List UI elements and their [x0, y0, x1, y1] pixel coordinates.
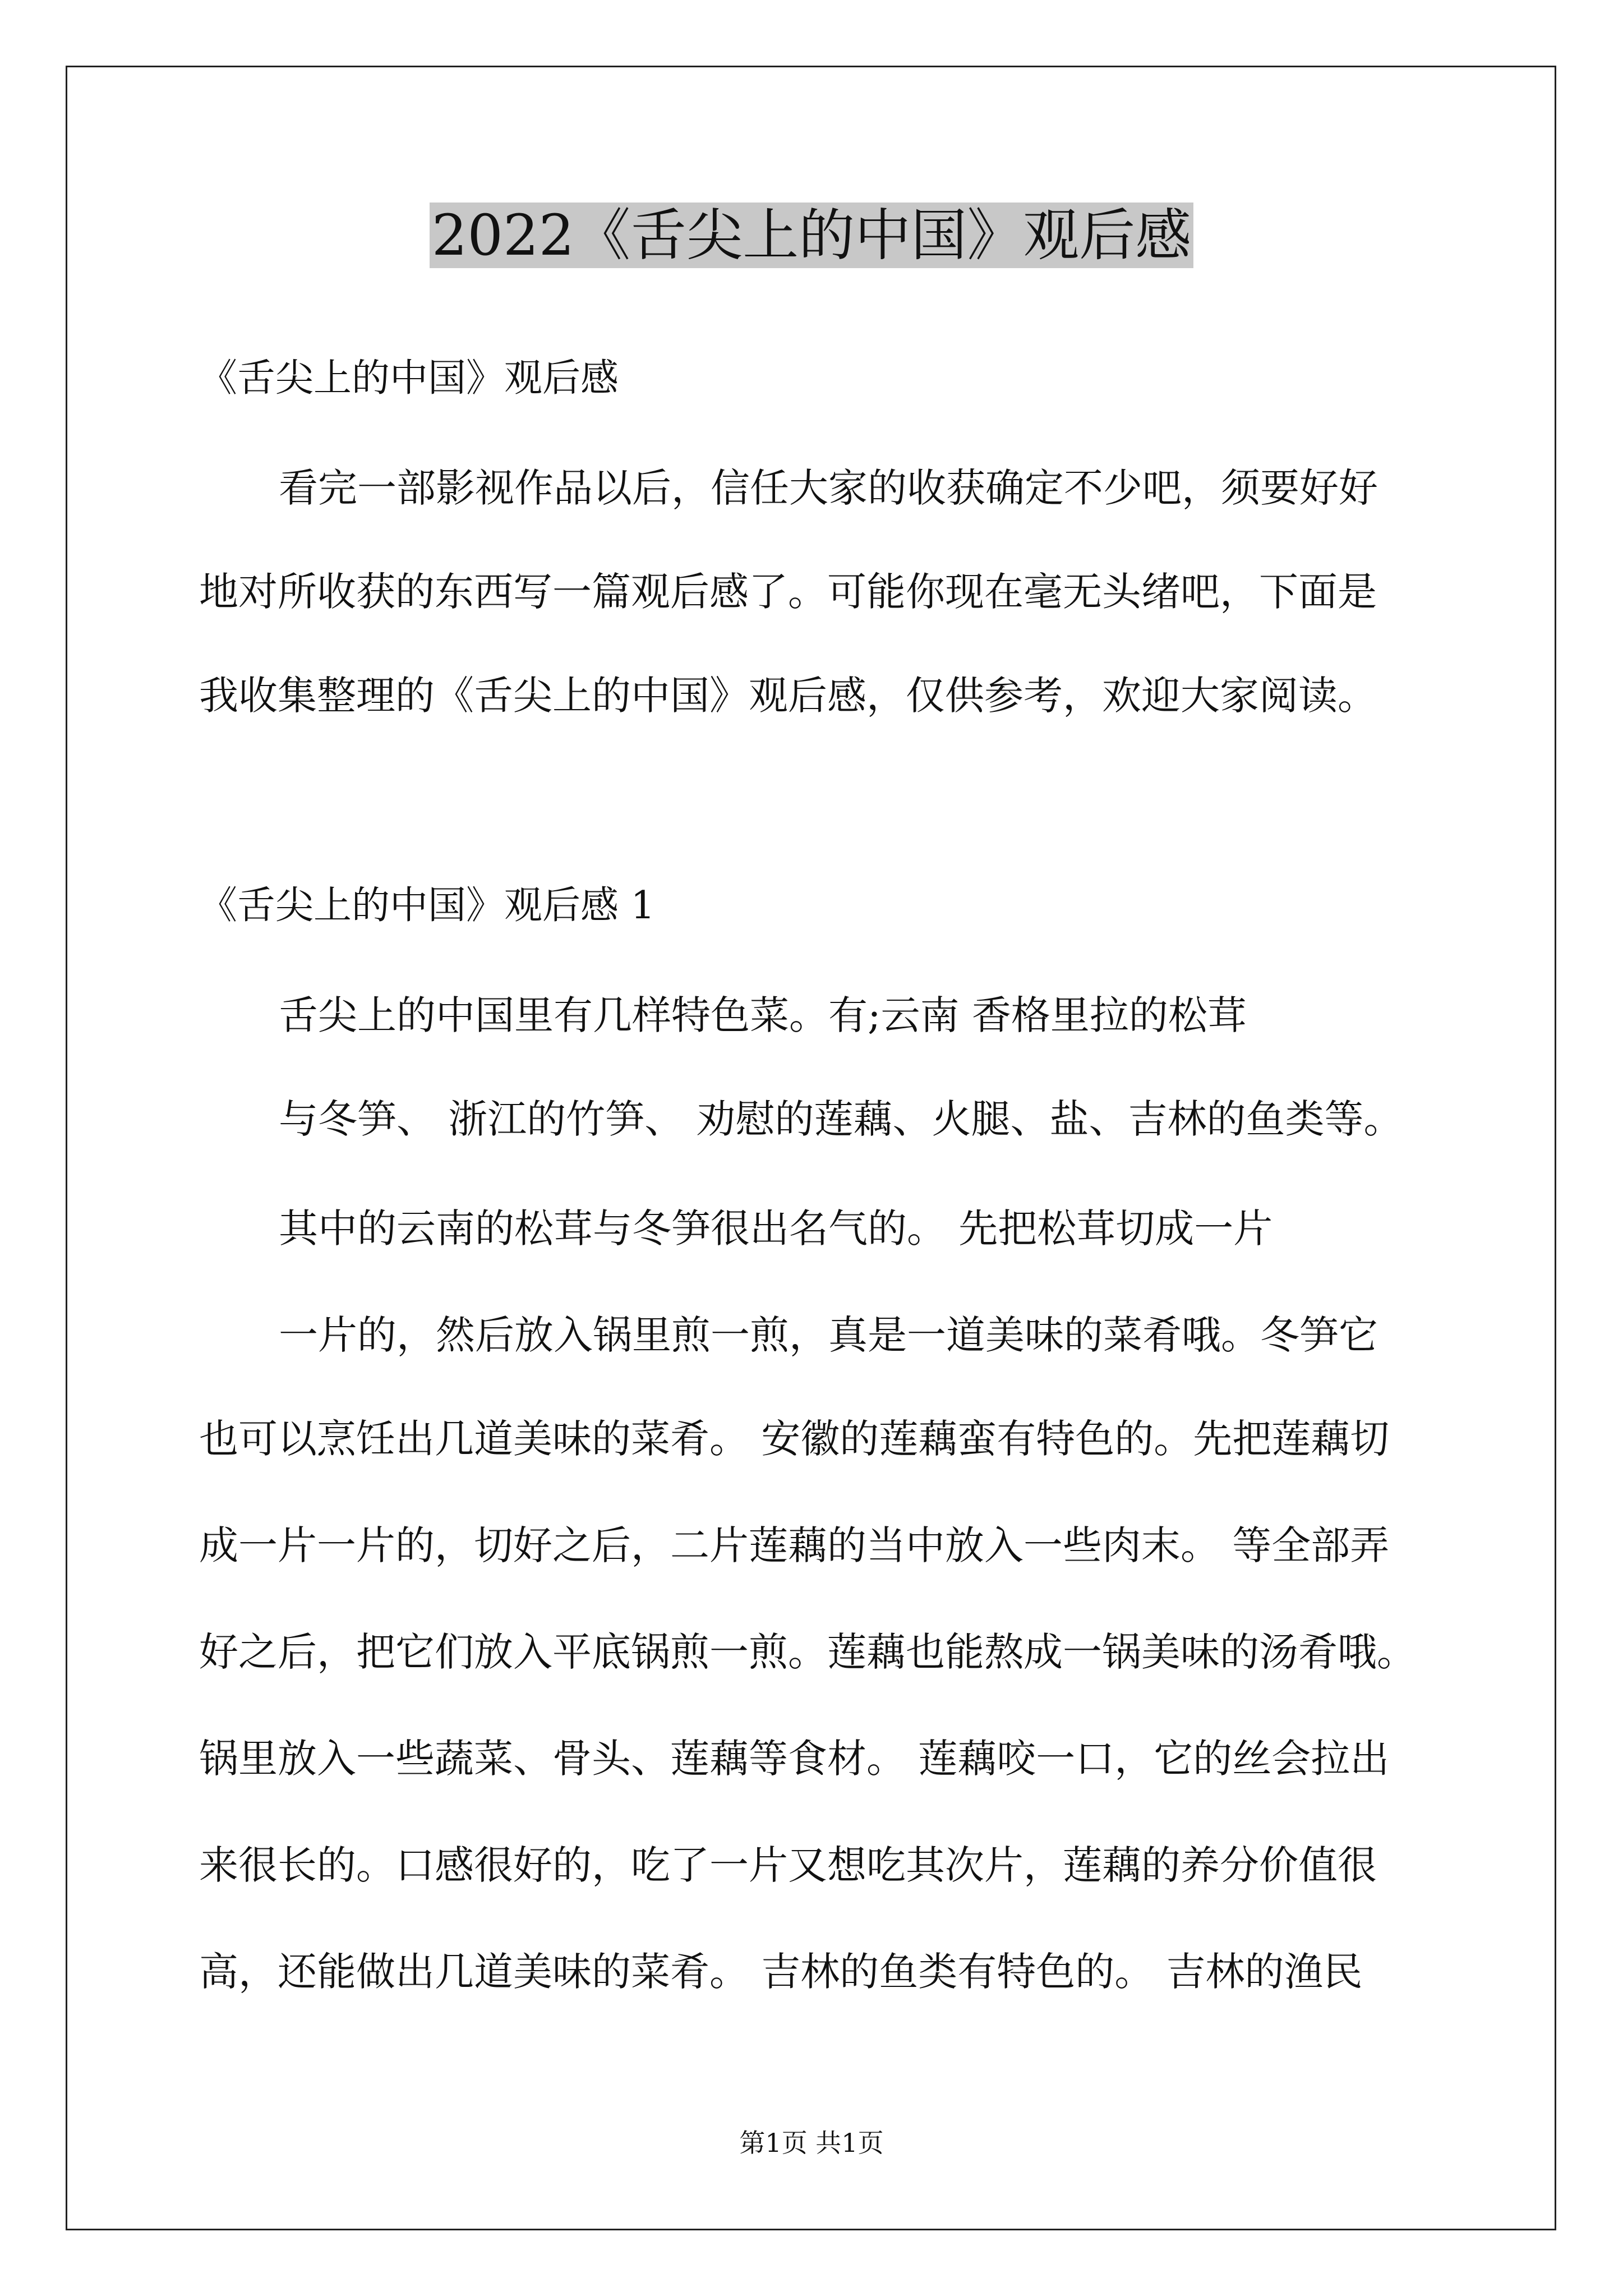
document-title — [0, 196, 1623, 275]
paragraph-line: 与冬笋、 浙江的竹笋、 劝慰的莲藕、火腿、盐、吉林的鱼类等。 — [279, 1096, 1403, 1142]
section-heading: 《舌尖上的中国》观后感 1 — [199, 884, 655, 928]
paragraph-line: 也可以烹饪出几道美味的菜肴。 安徽的莲藕蛮有特色的。先把莲藕切 — [199, 1416, 1390, 1462]
paragraph-line: 看完一部影视作品以后，信任大家的收获确定不少吧，须要好好 — [279, 465, 1378, 511]
paragraph-line: 其中的云南的松茸与冬笋很出名气的。 先把松茸切成一片 — [279, 1205, 1273, 1251]
paragraph-line: 来很长的。口感很好的，吃了一片又想吃其次片，莲藕的养分价值很 — [199, 1842, 1377, 1888]
paragraph-line: 我收集整理的《舌尖上的中国》观后感，仅供参考，欢迎大家阅读。 — [199, 673, 1377, 719]
paragraph-line: 成一片一片的，切好之后，二片莲藕的当中放入一些肉末。 等全部弄 — [199, 1522, 1390, 1568]
document-title-text: 2022《舌尖上的中国》观后感 — [430, 203, 1194, 268]
paragraph-line: 锅里放入一些蔬菜、骨头、莲藕等食材。 莲藕咬一口，它的丝会拉出 — [199, 1736, 1390, 1782]
section-heading: 《舌尖上的中国》观后感 — [199, 356, 619, 401]
paragraph-line: 高，还能做出几道美味的菜肴。 吉林的鱼类有特色的。 吉林的渔民 — [199, 1949, 1363, 1995]
page-footer: 第1页 共1页 — [739, 2128, 884, 2158]
paragraph-line: 好之后，把它们放入平底锅煎一煎。莲藕也能熬成一锅美味的汤肴哦。 — [199, 1629, 1416, 1675]
paragraph-line: 地对所收获的东西写一篇观后感了。可能你现在毫无头绪吧，下面是 — [199, 569, 1377, 615]
paragraph-line: 舌尖上的中国里有几样特色菜。有;云南 香格里拉的松茸 — [279, 992, 1247, 1038]
paragraph-line: 一片的，然后放入锅里煎一煎，真是一道美味的菜肴哦。冬笋它 — [279, 1312, 1378, 1358]
